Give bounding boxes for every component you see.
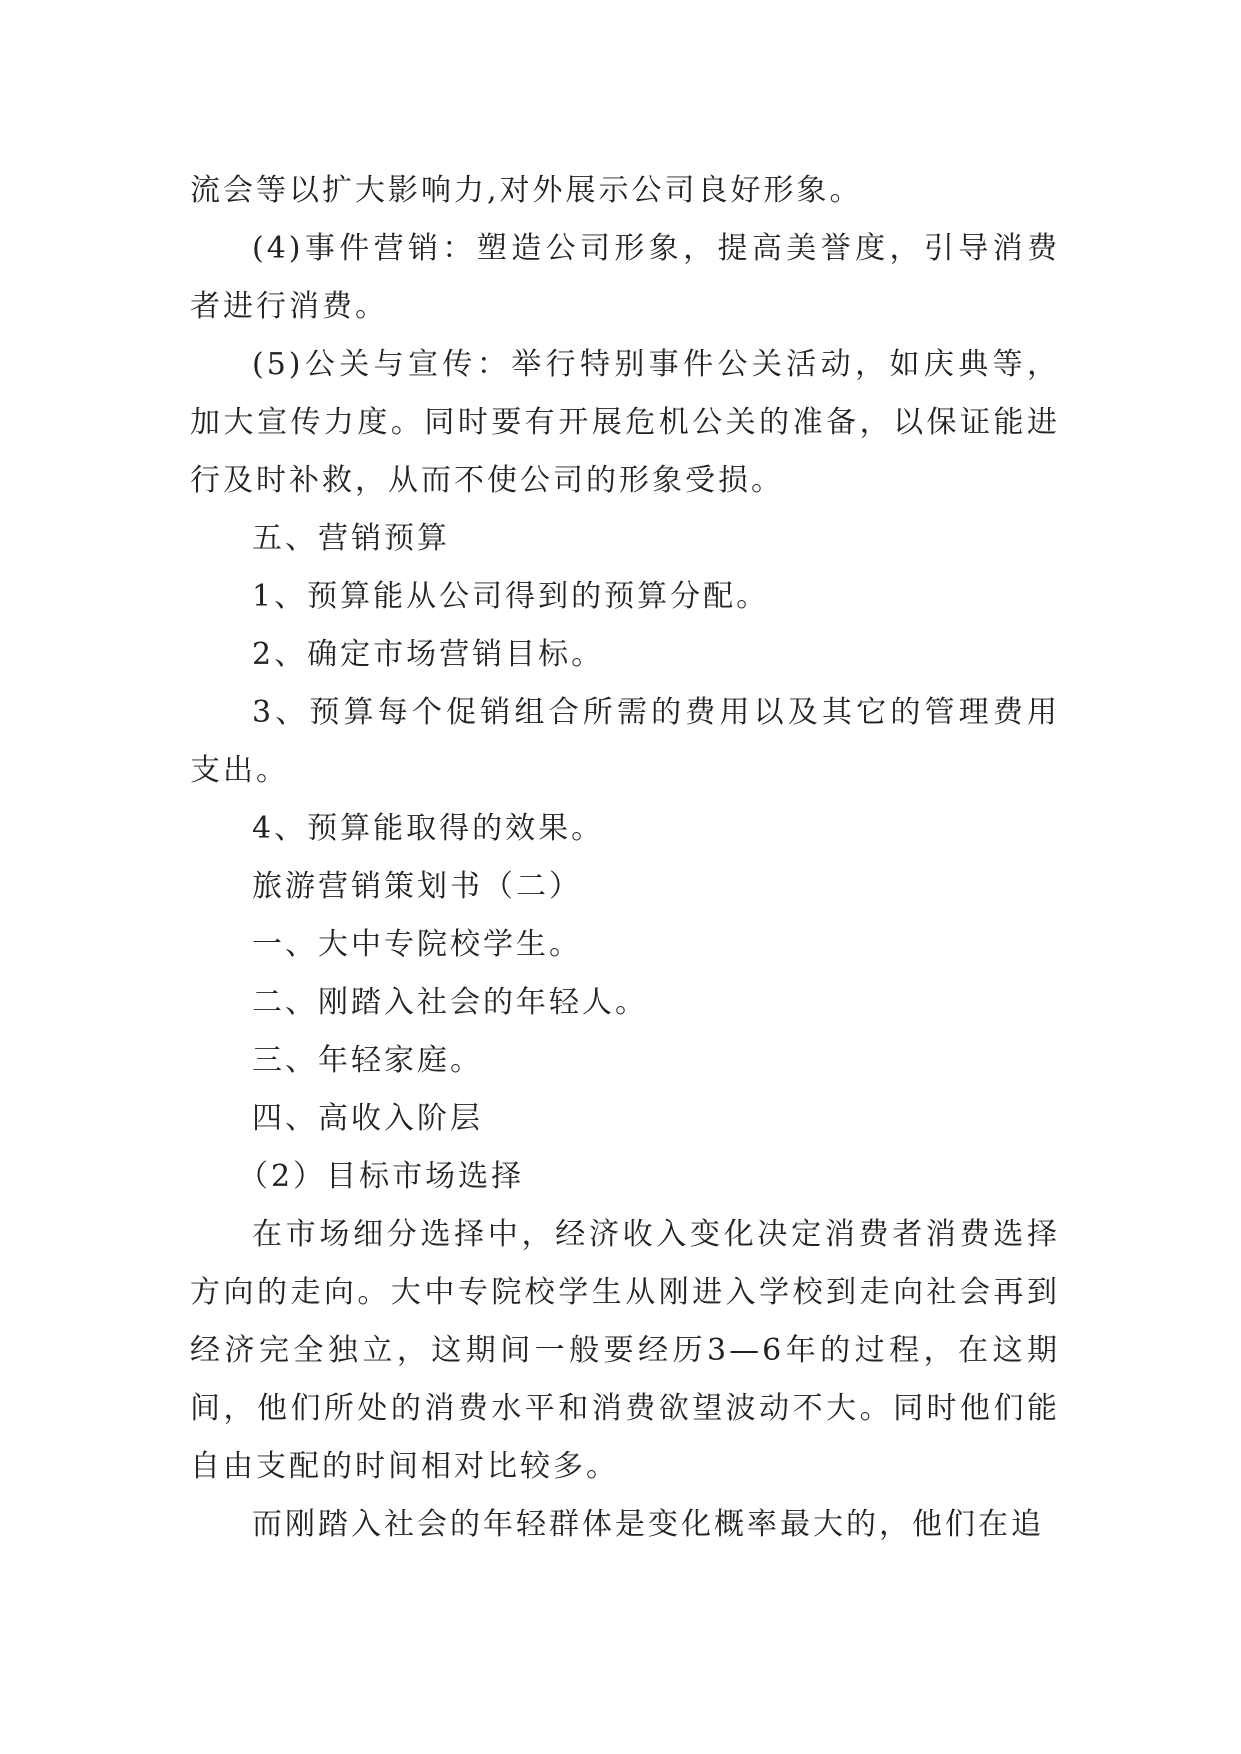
list-item: 四、高收入阶层: [252, 1101, 483, 1136]
list-item: 1、预算能从公司得到的预算分配。: [252, 579, 770, 614]
paragraph: 在市场细分选择中，经济收入变化决定消费者消费选择方向的走向。大中专院校学生从刚进入学校到走向社会再到经济完全独立，这期间一般要经历3—6年的过程，在这期间，他们所处的消费水平和消费欲望波动不大。同时他们能自由支配的时间相对比较多。: [190, 1217, 1060, 1484]
paragraph: 而刚踏入社会的年轻群体是变化概率最大的，他们在追: [252, 1507, 1044, 1542]
document-subtitle: 旅游营销策划书（二）: [252, 869, 582, 904]
paragraph: (4)事件营销：塑造公司形象，提高美誉度，引导消费者进行消费。: [190, 231, 1060, 324]
list-item: 二、刚踏入社会的年轻人。: [252, 985, 648, 1020]
list-item: 2、确定市场营销目标。: [252, 637, 605, 672]
paragraph: (5)公关与宣传：举行特别事件公关活动，如庆典等，加大宣传力度。同时要有开展危机公关的准备，以保证能进行及时补救，从而不使公司的形象受损。: [190, 347, 1060, 498]
list-item: 三、年轻家庭。: [252, 1043, 483, 1078]
list-item: 3、预算每个促销组合所需的费用以及其它的管理费用支出。: [190, 695, 1060, 788]
list-item: 一、大中专院校学生。: [252, 927, 582, 962]
section-heading: 五、营销预算: [252, 521, 450, 556]
document-body: [190, 162, 1060, 1554]
list-item: 4、预算能取得的效果。: [252, 811, 605, 846]
paragraph: 流会等以扩大影响力,对外展示公司良好形象。: [190, 173, 863, 208]
section-heading: （2）目标市场选择: [238, 1159, 525, 1194]
